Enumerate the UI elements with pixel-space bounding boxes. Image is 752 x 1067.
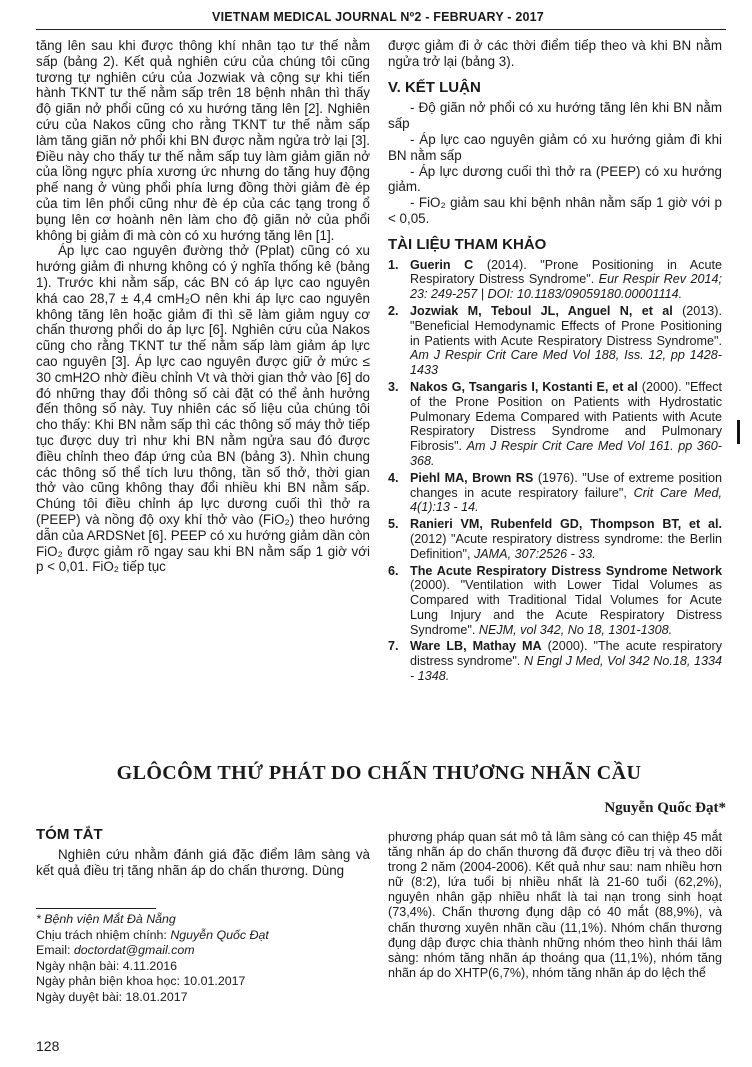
reference-body: (2000). "Ventilation with Lower Tidal Volumes as Compared with Traditional Tidal Volumes for Acute Lung Injury and the Acute Respiratory Distress Syndrome". [410,578,722,637]
conclusion-item: - Áp lực cao nguyên giảm có xu hướng giảm đi khi BN nằm sấp [388,131,722,163]
reference-list [388,258,722,684]
received-date: Ngày nhận bài: 4.11.2016 [36,958,177,973]
article-author: Nguyễn Quốc Đạt* [604,800,726,816]
reference-number: 6. [388,563,399,578]
abstract-right [388,830,722,981]
reference-authors: Nakos G, Tsangaris I, Kostanti E, et al [410,379,638,394]
responsible-author [36,928,370,944]
abstract-text-start: Nghiên cứu nhằm đánh giá đặc điểm lâm sàng và kết quả điều trị tăng nhãn áp do chấn thương. Dùng [36,847,370,878]
reference-number: 5. [388,517,399,532]
reference-source: Eur Respir Rev 2014; 23: 249-257 | DOI: 10.1183/09059180.00001114. [410,272,722,302]
affiliation: * Bệnh viện Mắt Đà Nẵng [36,912,176,926]
reference-body: (1976). "Use of extreme position changes in acute respiratory failure", [410,470,722,500]
conclusion-heading: V. KẾT LUẬN [388,78,481,96]
responsible-label: Chịu trách nhiệm chính: [36,927,171,942]
conclusion-item: - FiO₂ giảm sau khi bệnh nhân nằm sấp 1 giờ với p < 0,05. [388,195,722,226]
reference-number: 7. [388,639,399,654]
reference-item [388,639,722,683]
reference-authors: The Acute Respiratory Distress Syndrome Network [410,563,722,578]
responsible-name: Nguyễn Quốc Đạt [170,927,269,942]
abstract-heading: TÓM TẮT [36,826,103,843]
reference-authors: Ware LB, Mathay MA [410,639,542,654]
email-line [36,943,370,959]
footnote-rule [36,908,156,909]
review-date: Ngày phản biện khoa học: 10.01.2017 [36,974,246,989]
conclusion-item: - Độ giãn nở phổi có xu hướng tăng lên khi BN nằm sấp [388,100,722,132]
reference-source: NEJM, vol 342, No 18, 1301-1308. [478,622,673,637]
page-number: 128 [36,1038,60,1054]
reference-source: Crit Care Med, 4(1):13 - 14. [410,485,722,515]
references-heading: TÀI LIỆU THAM KHẢO [388,235,547,253]
footnotes [36,912,370,1006]
reference-number: 1. [388,257,399,272]
right-column [388,38,722,686]
accepted-date: Ngày duyệt bài: 18.01.2017 [36,989,188,1004]
reference-source: Am J Respir Crit Care Med Vol 188, Iss. 12, pp 1428-1433 [410,348,722,378]
reference-authors: Guerin C [410,257,474,272]
journal-header: VIETNAM MEDICAL JOURNAL Nº2 - FEBRUARY - 2017 [212,10,544,24]
header-rule [36,29,726,30]
reference-source: Am J Respir Crit Care Med Vol 161. pp 360-368. [410,439,722,468]
left-column [36,38,370,575]
paragraph-continuation: được giảm đi ở các thời điểm tiếp theo và khi BN nằm ngửa trở lại (bảng 3). [388,38,722,69]
article-title: GLÔCÔM THỨ PHÁT DO CHẤN THƯƠNG NHÃN CẦU [116,762,642,784]
reference-item [388,258,722,302]
reference-authors: Ranieri VM, Rubenfeld GD, Thompson BT, et al. [410,517,722,532]
reference-body: (2013). "Beneficial Hemodynamic Effects of Prone Positioning in Patients with Acute Respiratory Distress Syndrome". [410,303,722,348]
reference-body: (2014). "Prone Positioning in Acute Respiratory Distress Syndrome". [410,257,722,287]
reference-authors: Piehl MA, Brown RS [410,470,534,485]
abstract-left [36,847,370,879]
reference-item [388,380,722,469]
reference-number: 4. [388,470,399,485]
reference-source: N Engl J Med, Vol 342 No.18, 1334 - 1348. [410,654,722,684]
reference-item [388,471,722,515]
reference-body: (2012) "Acute respiratory distress syndrome: the Berlin Definition", [410,531,722,561]
reference-item [388,564,722,638]
paragraph-plateau-pressure: Áp lực cao nguyên đường thở (Pplat) cũng có xu hướng giảm đi nhưng không có ý nghĩa thống kê (bảng 1). Trước khi nằm sấp, các BN có áp lực cao nguyên khá cao 28,7 ± 4,4 cmH₂O nên khi áp lực cao nguyên không tăng lên hoặc giảm đi thì sẽ làm giảm nguy cơ chấn thương phổi do áp lực [6]. Nghiên cứu của Nakos cũng cho rằng TKNT tư thế nằm sấp làm giảm áp lực cao nguyên [3]. Áp lực cao nguyên được giữ ở mức ≤ 30 cmH2O nhờ điều chỉnh Vt và thời gian thở vào [6] do đó những thay đổi thông số cài đặt có thể ảnh hưởng đến thông số này. Tuy nhiên các số liệu của chúng tôi cho thấy: Khi BN nằm sấp thì các thông số máy thở tiếp tục được duy trì như khi BN nằm ngửa sau đó được điều chỉnh theo đáp ứng của BN (bảng 3). Nhìn chung các thông số thể tích lưu thông, tần số thở, thời gian thở vào cũng không thay đổi nhiều khi BN nằm sấp. Chúng tôi điều chỉnh áp lực dương cuối thì thở ra (PEEP) và nồng độ oxy khí thở vào (FiO₂) theo hướng dẫn của ARDSNet [6]. PEEP có xu hướng giảm dần còn FiO₂ được giảm rõ ngay sau khi BN nằm sấp 1 giờ với p < 0,01. FiO₂ tiếp tục [36,243,370,575]
abstract-text-continued: phương pháp quan sát mô tả lâm sàng có can thiệp 45 mắt tăng nhãn áp do chấn thương đã được điều trị và theo dõi trong 2 năm (2004-2006). Kết quả như sau: nam nhiều hơn nữ (8:2), lứa tuổi bị nhiều nhất là 21-60 tuổi (62,2%), nguyên nhân gặp nhiều nhất là tai nạn trong sinh hoạt (73,4%). Chấn thương đụng dập có 40 mắt (88,9%), và chấn thương xuyên nhãn cầu (11,1%). Nhóm chấn thương đụng dập được chia thành những nhóm theo hình thái lâm sàng: nhóm tăng nhãn áp thoáng qua (11,1%), nhóm tăng nhãn áp do XHTP(6,7%), nhóm tăng nhãn áp do lệch thể [388,830,722,980]
reference-item [388,517,722,561]
reference-body: (2000). "Effect of the Prone Position on Patients with Hydrostatic Pulmonary Edema Compared with Patients with Acute Respiratory Distress Syndrome and Pulmonary Fibrosis". [410,379,723,454]
margin-marker [737,420,740,444]
email-address[interactable]: doctordat@gmail.com [73,943,195,958]
conclusion-item: - Áp lực dương cuối thì thở ra (PEEP) có xu hướng giảm. [388,163,722,195]
reference-number: 3. [388,379,399,394]
email-label: Email: [36,943,74,958]
reference-item [388,304,722,378]
reference-number: 2. [388,303,399,318]
reference-body: (2000). "The acute respiratory distress syndrome". [410,639,722,669]
paragraph-lung-compliance: tăng lên sau khi được thông khí nhân tạo tư thế nằm sấp (bảng 2). Kết quả nghiên cứu của chúng tôi cũng tương tự nghiên cứu của Jozwiak và cộng sự khi tiến hành TKNT tư thế nằm sấp trên 18 bệnh nhân thì thấy độ giãn nở phổi cũng có xu hướng tăng lên [2]. Nghiên cứu của Nakos cũng cho rằng TKNT tư thế nằm sấp làm tăng giãn nở phổi khi BN được nằm ngửa trở lại [3]. Điều này cho thấy tư thế nằm sấp tuy làm giảm giãn nở của lồng ngực phía xương ức nhưng do tăng huy động phế nang ở vùng phổi phía lưng đồng thời giảm đè ép của tim lên phổi cũng như đè ép của các tạng trong ổ bụng lên cơ hoành nên làm cho độ giãn nở của phổi không bị giảm đi mà còn có xu hướng tăng lên [1]. [36,38,370,243]
reference-source: JAMA, 307:2526 - 33. [473,546,596,561]
reference-authors: Jozwiak M, Teboul JL, Anguel N, et al [410,303,673,318]
